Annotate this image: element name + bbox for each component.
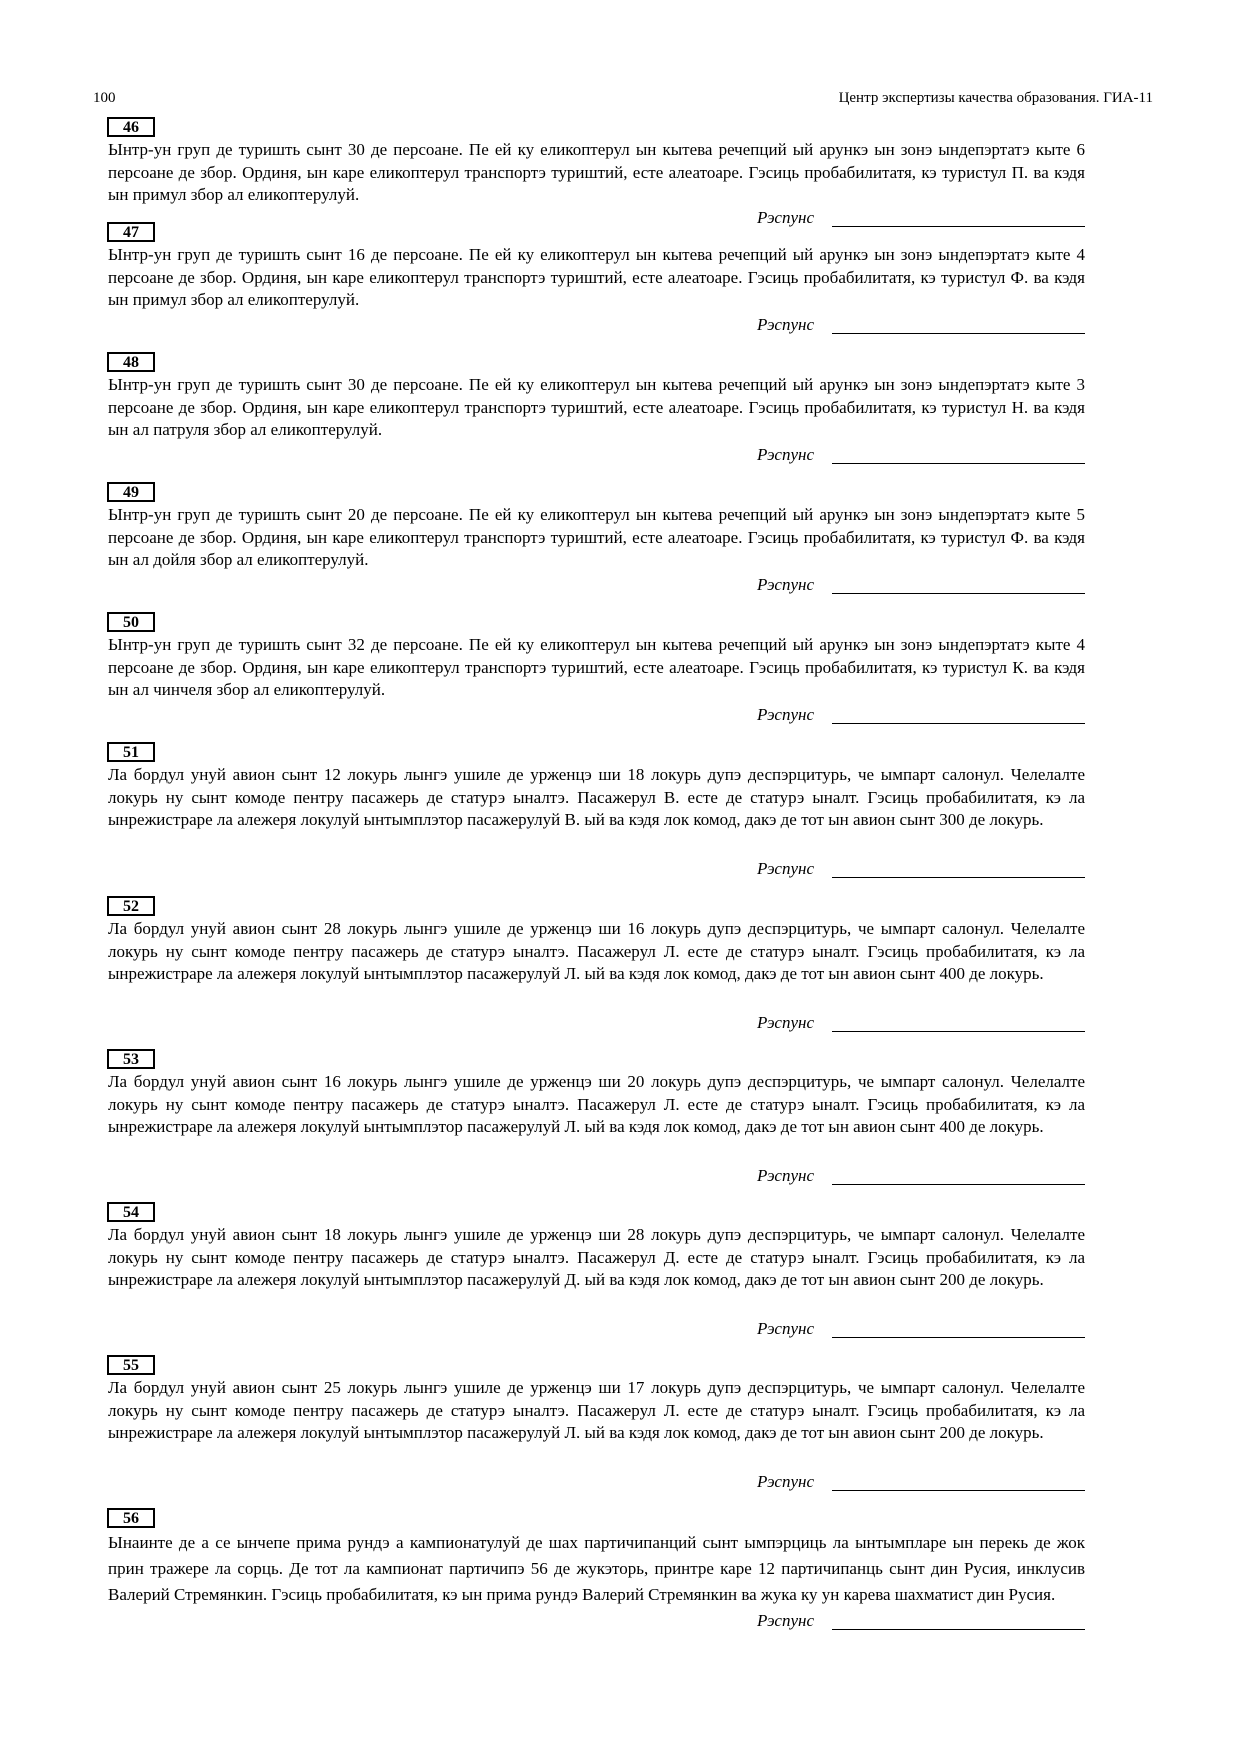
answer-field[interactable] — [757, 444, 1085, 468]
answer-line[interactable] — [832, 593, 1085, 594]
task-number-box: 56 — [107, 1508, 155, 1528]
answer-label: Рэспунс — [757, 1013, 814, 1032]
task-text: Ынтр-ун груп де туришть сынт 30 де персоане. Пе ей ку еликоптерул ын кытева речепций ый арункэ ын зонэ ындепэртатэ кыте 6 персоане де збор. Ординя, ын каре еликоптерул транспортэ туриштий, есте алеатоаре. Гэсиць пробабилитатя, кэ туристул П. ва кэдя ын примул збор ал еликоптерулуй. — [108, 140, 1085, 204]
task-number-box: 52 — [107, 896, 155, 916]
task-number-box: 48 — [107, 352, 155, 372]
answer-field[interactable] — [757, 1165, 1085, 1189]
answer-line[interactable] — [832, 723, 1085, 724]
task-text: Ла бордул унуй авион сынт 18 локурь лынгэ ушиле де урженцэ ши 28 локурь дупэ деспэрцитурь, че ымпарт салонул. Челелалте локурь ну сынт комоде пентру пасажерь де статурэ ыналтэ. Пасажерул Д. есте де статурэ ыналт. Гэсиць пробабилитатя, кэ ла ынрежистраре ла алежеря локулуй ынтымплэтор пасажерулуй Д. ый ва кэдя лок комод, дакэ де тот ын авион сынт 200 де локурь. — [108, 1225, 1085, 1289]
task-text: Ла бордул унуй авион сынт 12 локурь лынгэ ушиле де урженцэ ши 18 локурь дупэ деспэрцитурь, че ымпарт салонул. Челелалте локурь ну сынт комоде пентру пасажерь де статурэ ыналтэ. Пасажерул В. есте де статурэ ыналт. Гэсиць пробабилитатя, кэ ла ынрежистраре ла алежеря локулуй ынтымплэтор пасажерулуй В. ый ва кэдя лок комод, дакэ де тот ын авион сынт 300 де локурь. — [108, 765, 1085, 829]
answer-line[interactable] — [832, 333, 1085, 334]
answer-label: Рэспунс — [757, 208, 814, 227]
answer-field[interactable] — [757, 1012, 1085, 1036]
task-55 — [108, 1355, 1085, 1491]
task-49 — [108, 482, 1085, 594]
task-text: Ынтр-ун груп де туришть сынт 30 де персоане. Пе ей ку еликоптерул ын кытева речепций ый арункэ ын зонэ ындепэртатэ кыте 3 персоане де збор. Ординя, ын каре еликоптерул транспортэ туриштий, есте алеатоаре. Гэсиць пробабилитатя, кэ туристул Н. ва кэдя ын ал патруля збор ал еликоптерулуй. — [108, 375, 1085, 439]
answer-label: Рэспунс — [757, 1611, 814, 1630]
task-text: Ла бордул унуй авион сынт 25 локурь лынгэ ушиле де урженцэ ши 17 локурь дупэ деспэрцитурь, че ымпарт салонул. Челелалте локурь ну сынт комоде пентру пасажерь де статурэ ыналтэ. Пасажерул Л. есте де статурэ ыналт. Гэсиць пробабилитатя, кэ ла ынрежистраре ла алежеря локулуй ынтымплэтор пасажерулуй Л. ый ва кэдя лок комод, дакэ де тот ын авион сынт 200 де локурь. — [108, 1378, 1085, 1442]
answer-field[interactable] — [757, 858, 1085, 882]
answer-label: Рэспунс — [757, 315, 814, 334]
task-text: Ынаинте де а се ынчепе прима рундэ а кампионатулуй де шах партичипанций сынт ымпэрциць ла ынтымпларе ын перекь де жок прин тражере ла сорць. Де тот ла кампионат партичипэ 56 де жукэторь, принтре каре 12 партичипанць сынт дин Русия, инклусив Валерий Стремянкин. Гэсиць пробабилитатя, кэ ын прима рундэ Валерий Стремянкин ва жука ку ун карева шахматист дин Русия. — [108, 1533, 1085, 1604]
task-48 — [108, 352, 1085, 464]
task-47 — [108, 222, 1085, 334]
answer-line[interactable] — [832, 1629, 1085, 1630]
task-number-box: 46 — [107, 117, 155, 137]
task-number-box: 50 — [107, 612, 155, 632]
running-header: Центр экспертизы качества образования. ГИА-11 — [838, 90, 1153, 106]
answer-line[interactable] — [832, 877, 1085, 878]
task-number-box: 53 — [107, 1049, 155, 1069]
answer-field[interactable] — [757, 1610, 1085, 1634]
answer-field[interactable] — [757, 704, 1085, 728]
answer-field[interactable] — [757, 314, 1085, 338]
task-number-box: 49 — [107, 482, 155, 502]
answer-field[interactable] — [757, 1318, 1085, 1342]
answer-label: Рэспунс — [757, 705, 814, 724]
task-46 — [108, 117, 1085, 227]
task-text: Ынтр-ун груп де туришть сынт 20 де персоане. Пе ей ку еликоптерул ын кытева речепций ый арункэ ын зонэ ындепэртатэ кыте 5 персоане де збор. Ординя, ын каре еликоптерул транспортэ туриштий, есте алеатоаре. Гэсиць пробабилитатя, кэ туристул Ф. ва кэдя ын ал дойля збор ал еликоптерулуй. — [108, 505, 1085, 569]
task-53 — [108, 1049, 1085, 1185]
task-51 — [108, 742, 1085, 878]
answer-label: Рэспунс — [757, 575, 814, 594]
task-text: Ынтр-ун груп де туришть сынт 32 де персоане. Пе ей ку еликоптерул ын кытева речепций ый арункэ ын зонэ ындепэртатэ кыте 4 персоане де збор. Ординя, ын каре еликоптерул транспортэ туриштий, есте алеатоаре. Гэсиць пробабилитатя, кэ туристул К. ва кэдя ын ал чинчеля збор ал еликоптерулуй. — [108, 635, 1085, 699]
task-text: Ла бордул унуй авион сынт 16 локурь лынгэ ушиле де урженцэ ши 20 локурь дупэ деспэрцитурь, че ымпарт салонул. Челелалте локурь ну сынт комоде пентру пасажерь де статурэ ыналтэ. Пасажерул Л. есте де статурэ ыналт. Гэсиць пробабилитатя, кэ ла ынрежистраре ла алежеря локулуй ынтымплэтор пасажерулуй Л. ый ва кэдя лок комод, дакэ де тот ын авион сынт 400 де локурь. — [108, 1072, 1085, 1136]
answer-field[interactable] — [757, 1471, 1085, 1495]
task-text: Ынтр-ун груп де туришть сынт 16 де персоане. Пе ей ку еликоптерул ын кытева речепций ый арункэ ын зонэ ындепэртатэ кыте 4 персоане де збор. Ординя, ын каре еликоптерул транспортэ туриштий, есте алеатоаре. Гэсиць пробабилитатя, кэ туристул Ф. ва кэдя ын примул збор ал еликоптерулуй. — [108, 245, 1085, 309]
answer-label: Рэспунс — [757, 859, 814, 878]
answer-line[interactable] — [832, 1031, 1085, 1032]
answer-field[interactable] — [757, 574, 1085, 598]
answer-line[interactable] — [832, 463, 1085, 464]
answer-line[interactable] — [832, 1184, 1085, 1185]
answer-label: Рэспунс — [757, 1166, 814, 1185]
answer-line[interactable] — [832, 1337, 1085, 1338]
task-text: Ла бордул унуй авион сынт 28 локурь лынгэ ушиле де урженцэ ши 16 локурь дупэ деспэрцитурь, че ымпарт салонул. Челелалте локурь ну сынт комоде пентру пасажерь де статурэ ыналтэ. Пасажерул Л. есте де статурэ ыналт. Гэсиць пробабилитатя, кэ ла ынрежистраре ла алежеря локулуй ынтымплэтор пасажерулуй Л. ый ва кэдя лок комод, дакэ де тот ын авион сынт 400 де локурь. — [108, 919, 1085, 983]
page-number: 100 — [93, 90, 116, 106]
task-number-box: 47 — [107, 222, 155, 242]
answer-label: Рэспунс — [757, 445, 814, 464]
task-54 — [108, 1202, 1085, 1338]
task-50 — [108, 612, 1085, 724]
task-number-box: 54 — [107, 1202, 155, 1222]
task-number-box: 55 — [107, 1355, 155, 1375]
task-number-box: 51 — [107, 742, 155, 762]
answer-line[interactable] — [832, 1490, 1085, 1491]
task-52 — [108, 896, 1085, 1032]
answer-label: Рэспунс — [757, 1319, 814, 1338]
answer-label: Рэспунс — [757, 1472, 814, 1491]
task-56 — [108, 1508, 1085, 1630]
